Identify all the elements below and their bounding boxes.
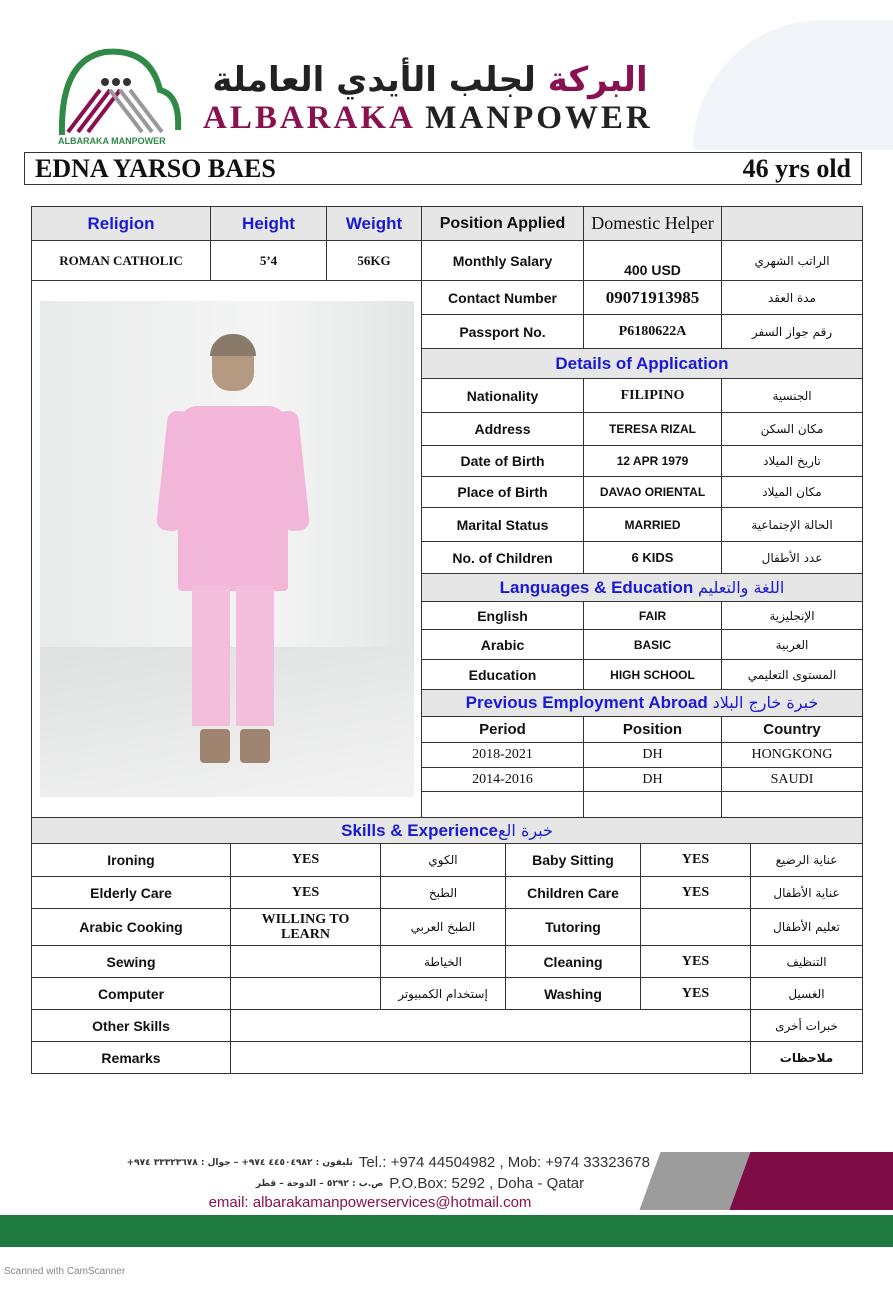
skill-label: Elderly Care [32,877,231,909]
height-value: 5’4 [211,241,327,281]
camscanner-mark: Scanned with CamScanner [4,1266,126,1277]
footer-maroon-band [729,1152,893,1210]
candidate-age: 46 yrs old [742,153,851,183]
detail-value: MARRIED [584,508,722,542]
skill-label: Arabic Cooking [32,909,231,946]
skills-table [31,817,863,1074]
remarks-label: Remarks [32,1042,231,1074]
religion-header: Religion [32,207,211,241]
albaraka-logo [50,40,190,150]
skill-label: Cleaning [506,946,641,978]
skill-value: WILLING TO LEARN [231,909,381,946]
height-header: Height [211,207,327,241]
detail-ar: تاريخ الميلاد [722,446,863,477]
skill-value: YES [641,877,751,909]
contact-label: Contact Number [422,281,584,315]
language-value: HIGH SCHOOL [584,660,722,690]
candidate-photo [40,301,414,797]
detail-value: 12 APR 1979 [584,446,722,477]
skills-title [32,818,863,844]
language-value: FAIR [584,602,722,630]
footer-tel: Tel.: +974 44504982 , Mob: +974 33323678 [358,1154,650,1171]
empty-cell [722,207,863,241]
other-skills-ar: خبرات أخرى [751,1010,863,1042]
skill-value [231,946,381,978]
language-ar: المستوى التعليمي [722,660,863,690]
skill-value: YES [231,877,381,909]
salary-value: 400 USD [584,241,722,281]
language-label: Education [422,660,584,690]
skill-value: YES [231,844,381,877]
company-title [203,100,653,137]
skill-value: YES [641,844,751,877]
employment-country: HONGKONG [722,743,863,768]
name-bar [24,152,862,185]
skills-title-ar: خبرة الع [498,820,553,840]
skill-label: Baby Sitting [506,844,641,877]
detail-label: Place of Birth [422,477,584,508]
photo-cell [32,281,422,818]
language-value: BASIC [584,630,722,660]
detail-ar: الحالة الإجتماعية [722,508,863,542]
employment-country: SAUDI [722,768,863,792]
salary-ar: الراتب الشهري [722,241,863,281]
religion-value: ROMAN CATHOLIC [32,241,211,281]
detail-ar: عدد الأطفال [722,542,863,574]
salary-label: Monthly Salary [422,241,584,281]
footer-po: P.O.Box: 5292 , Doha - Qatar [389,1175,585,1192]
footer-email[interactable]: email: albarakamanpowerservices@hotmail.com [208,1194,532,1211]
detail-value: FILIPINO [584,379,722,413]
language-ar: الإنجليزية [722,602,863,630]
language-label: Arabic [422,630,584,660]
employment-title [422,690,863,717]
skill-label: Computer [32,978,231,1010]
languages-title-ar: اللغة والتعليم [698,577,785,597]
empty-cell [422,792,584,818]
skill-value [231,978,381,1010]
skill-label: Washing [506,978,641,1010]
position-value: Domestic Helper [584,207,722,241]
skill-ar: عناية الأطفال [751,877,863,909]
footer-po-line [50,1175,650,1192]
skill-ar: الخياطة [381,946,506,978]
position-header: Position [584,717,722,743]
skill-value: YES [641,946,751,978]
employment-position: DH [584,768,722,792]
employment-position: DH [584,743,722,768]
detail-value: TERESA RIZAL [584,413,722,446]
detail-ar: مكان الميلاد [722,477,863,508]
passport-label: Passport No. [422,315,584,349]
brand-name: ALBARAKA [203,100,415,136]
other-skills-label: Other Skills [32,1010,231,1042]
skill-label: Ironing [32,844,231,877]
detail-label: Nationality [422,379,584,413]
arabic-company-title [200,60,660,100]
footer-po-ar: ص.ب : ٥٢٩٢ – الدوحة – قطر [255,1178,384,1189]
detail-value: DAVAO ORIENTAL [584,477,722,508]
skill-value [641,909,751,946]
language-ar: العربية [722,630,863,660]
skill-ar: الغسيل [751,978,863,1010]
country-header: Country [722,717,863,743]
skill-ar: الطبخ العربي [381,909,506,946]
detail-label: No. of Children [422,542,584,574]
arabic-rest: لجلب الأيدي العاملة [212,60,536,100]
footer-tel-ar: تليفون : ٤٤٥٠٤٩٨٢ ٩٧٤+ – جوال : ٣٣٣٢٣٦٧٨ ٩٧٤+ [126,1157,353,1168]
position-label: Position Applied [422,207,584,241]
skill-label: Children Care [506,877,641,909]
skill-ar: عناية الرضيع [751,844,863,877]
skill-ar: تعليم الأطفال [751,909,863,946]
employment-period: 2018-2021 [422,743,584,768]
employment-title-ar: خبرة خارج البلاد [712,693,819,712]
candidate-name: EDNA YARSO BAES [35,153,276,183]
weight-value: 56KG [327,241,422,281]
footer-green-stripe [0,1215,893,1247]
details-title: Details of Application [422,349,863,379]
skill-ar: إستخدام الكمبيوتر [381,978,506,1010]
language-label: English [422,602,584,630]
languages-title-en: Languages & Education [499,577,694,597]
detail-label: Address [422,413,584,446]
empty-cell [722,792,863,818]
skill-value: YES [641,978,751,1010]
logo-caption: ALBARAKA MANPOWER [58,136,166,146]
skill-ar: التنظيف [751,946,863,978]
other-skills-value [231,1010,751,1042]
contact-value: 09071913985 [584,281,722,315]
remarks-value [231,1042,751,1074]
arabic-brand: البركة [547,60,648,100]
weight-header: Weight [327,207,422,241]
detail-ar: مكان السكن [722,413,863,446]
skills-title-en: Skills & Experience [341,820,499,840]
languages-title [422,574,863,602]
empty-cell [584,792,722,818]
brand-rest: MANPOWER [425,100,653,136]
detail-ar: الجنسية [722,379,863,413]
profile-table [31,206,863,818]
passport-ar: رقم جواز السفر [722,315,863,349]
passport-value: P6180622A [584,315,722,349]
footer-tel-line [50,1154,650,1171]
employment-period: 2014-2016 [422,768,584,792]
watermark [693,20,893,150]
period-header: Period [422,717,584,743]
skill-label: Sewing [32,946,231,978]
skill-ar: الطبخ [381,877,506,909]
skill-ar: الكوي [381,844,506,877]
detail-value: 6 KIDS [584,542,722,574]
remarks-ar: ملاحظات [751,1042,863,1074]
skill-label: Tutoring [506,909,641,946]
detail-label: Marital Status [422,508,584,542]
contact-ar: مدة العقد [722,281,863,315]
detail-label: Date of Birth [422,446,584,477]
employment-title-en: Previous Employment Abroad [465,693,708,712]
